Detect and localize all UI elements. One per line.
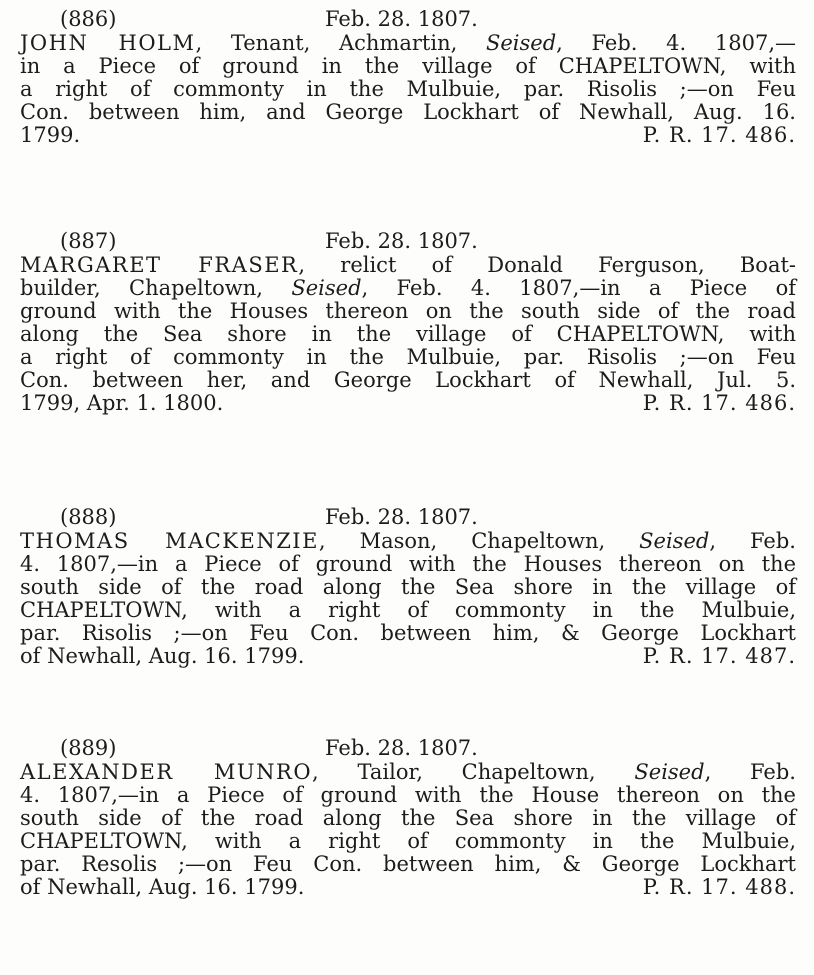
entry-line: par. Resolis ;—on Feu Con. between him, & George Lockhart <box>20 852 796 876</box>
person-name: JOHN HOLM <box>20 31 196 55</box>
entry-line: south side of the road along the Sea shore in the village of <box>20 575 796 599</box>
entry-number: (888) <box>60 505 117 529</box>
entry-date: Feb. 28. 1807. <box>325 505 478 529</box>
entry-header <box>20 504 796 530</box>
entry-number: (886) <box>60 7 117 31</box>
seised-term: Seised <box>291 276 362 300</box>
entry-last-text: of Newhall, Aug. 16. 1799. <box>20 644 305 668</box>
register-entry-886 <box>20 6 796 147</box>
person-name: ALEXANDER MUNRO <box>20 760 313 784</box>
entry-line: JOHN HOLM, Tenant, Achmartin, Seised, Feb. 4. 1807,— <box>20 31 796 55</box>
entry-header <box>20 228 796 254</box>
entry-line: CHAPELTOWN, with a right of commonty in the Mulbuie, <box>20 598 796 622</box>
entry-date: Feb. 28. 1807. <box>325 7 478 31</box>
record-reference: P. R. 17. 486. <box>642 123 796 147</box>
person-name: THOMAS MACKENZIE <box>20 529 319 553</box>
entry-line: along the Sea shore in the village of CHAPELTOWN, with <box>20 322 796 346</box>
seised-term: Seised <box>485 31 557 55</box>
entry-line: MARGARET FRASER, relict of Donald Ferguson, Boat- <box>20 253 796 277</box>
record-reference: P. R. 17. 488. <box>642 875 796 899</box>
entry-line <box>20 392 796 415</box>
entry-number: (887) <box>60 229 117 253</box>
entry-date: Feb. 28. 1807. <box>325 229 478 253</box>
entry-line: par. Risolis ;—on Feu Con. between him, & George Lockhart <box>20 621 796 645</box>
entry-line: THOMAS MACKENZIE, Mason, Chapeltown, Seised, Feb. <box>20 529 796 553</box>
entry-header <box>20 735 796 761</box>
register-entry-889 <box>20 735 796 899</box>
entry-line: south side of the road along the Sea shore in the village of <box>20 806 796 830</box>
person-name: MARGARET FRASER <box>20 253 299 277</box>
entry-line: builder, Chapeltown, Seised, Feb. 4. 1807,—in a Piece of <box>20 276 796 300</box>
entry-line: 4. 1807,—in a Piece of ground with the House thereon on the <box>20 783 796 807</box>
entry-line: Con. between him, and George Lockhart of Newhall, Aug. 16. <box>20 100 796 124</box>
register-entry-888 <box>20 504 796 668</box>
seised-term: Seised <box>639 529 710 553</box>
entry-line <box>20 876 796 899</box>
entry-line: CHAPELTOWN, with a right of commonty in the Mulbuie, <box>20 829 796 853</box>
entry-last-text: 1799, Apr. 1. 1800. <box>20 391 224 415</box>
entry-line: ALEXANDER MUNRO, Tailor, Chapeltown, Seised, Feb. <box>20 760 796 784</box>
register-entry-887 <box>20 228 796 415</box>
record-reference: P. R. 17. 487. <box>642 644 796 668</box>
entry-line: ground with the Houses thereon on the south side of the road <box>20 299 796 323</box>
entry-line: a right of commonty in the Mulbuie, par. Risolis ;—on Feu <box>20 345 796 369</box>
entry-line <box>20 124 796 147</box>
entry-line: in a Piece of ground in the village of CHAPELTOWN, with <box>20 54 796 78</box>
entry-line: Con. between her, and George Lockhart of Newhall, Jul. 5. <box>20 368 796 392</box>
entry-line: 4. 1807,—in a Piece of ground with the Houses thereon on the <box>20 552 796 576</box>
entry-last-text: of Newhall, Aug. 16. 1799. <box>20 875 305 899</box>
entry-header <box>20 6 796 32</box>
entry-number: (889) <box>60 736 117 760</box>
entry-date: Feb. 28. 1807. <box>325 736 478 760</box>
seised-term: Seised <box>634 760 705 784</box>
entry-last-text: 1799. <box>20 123 81 147</box>
entry-line <box>20 645 796 668</box>
record-reference: P. R. 17. 486. <box>642 391 796 415</box>
entry-line: a right of commonty in the Mulbuie, par. Risolis ;—on Feu <box>20 77 796 101</box>
